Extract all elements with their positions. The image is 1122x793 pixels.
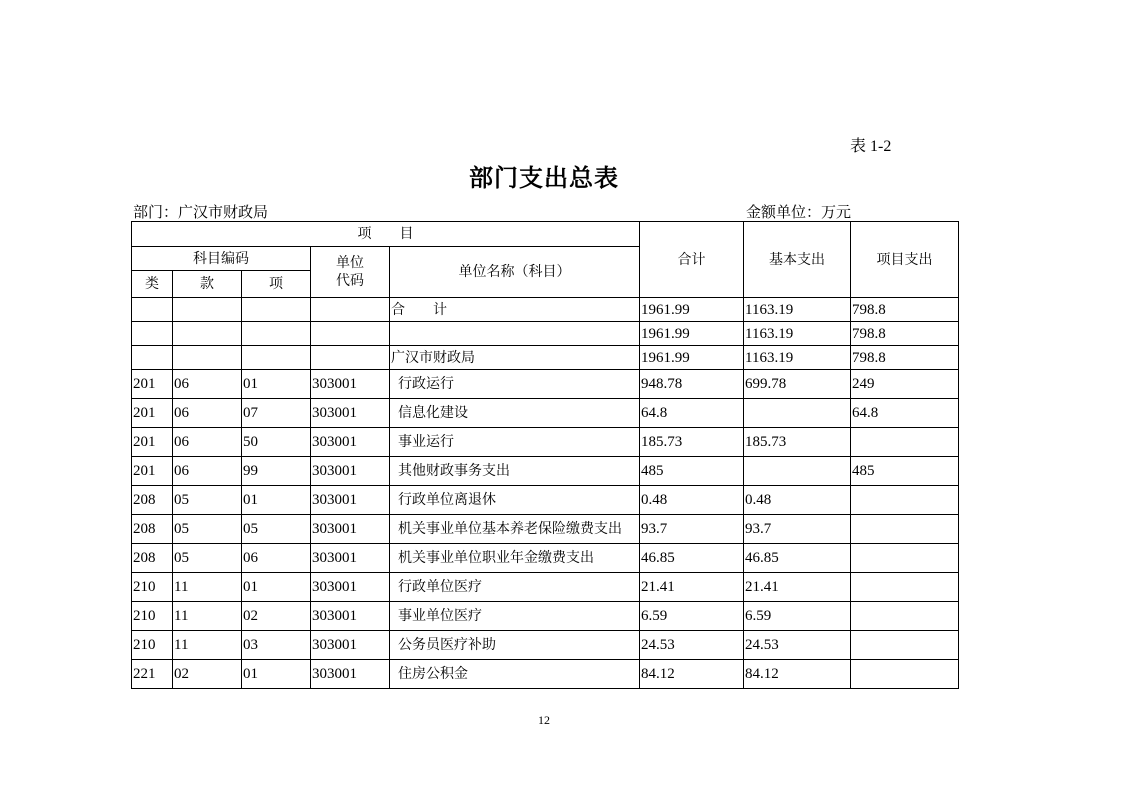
cell-lei: 201 — [132, 428, 173, 457]
table-number: 表 1-2 — [850, 138, 892, 155]
cell-total: 24.53 — [640, 631, 744, 660]
table-row — [132, 370, 959, 399]
cell-kuan: 11 — [173, 631, 242, 660]
cell-project: 798.8 — [851, 298, 959, 322]
cell-kuan — [173, 322, 242, 346]
header-xiang: 项 — [242, 271, 311, 298]
header-item: 项 目 — [132, 222, 640, 247]
cell-basic: 46.85 — [744, 544, 851, 573]
cell-basic: 699.78 — [744, 370, 851, 399]
cell-project: 798.8 — [851, 346, 959, 370]
cell-basic: 93.7 — [744, 515, 851, 544]
cell-lei: 210 — [132, 631, 173, 660]
cell-kuan — [173, 298, 242, 322]
cell-kuan: 02 — [173, 660, 242, 689]
cell-code: 303001 — [311, 573, 390, 602]
cell-name: 行政运行 — [390, 370, 640, 399]
cell-kuan: 06 — [173, 370, 242, 399]
cell-total: 46.85 — [640, 544, 744, 573]
cell-project — [851, 515, 959, 544]
cell-xiang: 50 — [242, 428, 311, 457]
cell-basic: 1163.19 — [744, 322, 851, 346]
cell-total: 84.12 — [640, 660, 744, 689]
cell-lei — [132, 298, 173, 322]
header-unit-name: 单位名称（科目） — [390, 247, 640, 298]
cell-xiang: 07 — [242, 399, 311, 428]
table-row — [132, 428, 959, 457]
table-row — [132, 457, 959, 486]
cell-name — [390, 322, 640, 346]
cell-lei: 201 — [132, 457, 173, 486]
cell-lei: 201 — [132, 370, 173, 399]
cell-xiang — [242, 346, 311, 370]
cell-lei: 221 — [132, 660, 173, 689]
header-basic: 基本支出 — [744, 222, 851, 298]
header-kuan: 款 — [173, 271, 242, 298]
cell-xiang — [242, 322, 311, 346]
cell-kuan: 06 — [173, 457, 242, 486]
cell-name: 合 计 — [390, 298, 640, 322]
cell-xiang — [242, 298, 311, 322]
cell-total: 1961.99 — [640, 322, 744, 346]
cell-project — [851, 573, 959, 602]
cell-code: 303001 — [311, 486, 390, 515]
cell-code: 303001 — [311, 631, 390, 660]
header-unit-code: 单位 代码 — [311, 247, 390, 298]
cell-kuan: 06 — [173, 399, 242, 428]
cell-name: 机关事业单位职业年金缴费支出 — [390, 544, 640, 573]
cell-basic: 6.59 — [744, 602, 851, 631]
cell-name: 信息化建设 — [390, 399, 640, 428]
header-project: 项目支出 — [851, 222, 959, 298]
amount-unit-label: 金额单位：万元 — [746, 203, 852, 221]
cell-basic: 24.53 — [744, 631, 851, 660]
cell-code: 303001 — [311, 660, 390, 689]
cell-lei: 210 — [132, 573, 173, 602]
cell-xiang: 03 — [242, 631, 311, 660]
cell-lei: 210 — [132, 602, 173, 631]
cell-total: 21.41 — [640, 573, 744, 602]
table-row — [132, 486, 959, 515]
cell-code: 303001 — [311, 457, 390, 486]
cell-kuan: 11 — [173, 602, 242, 631]
cell-basic: 84.12 — [744, 660, 851, 689]
cell-code: 303001 — [311, 399, 390, 428]
cell-xiang: 01 — [242, 573, 311, 602]
cell-basic: 185.73 — [744, 428, 851, 457]
cell-name: 其他财政事务支出 — [390, 457, 640, 486]
cell-xiang: 01 — [242, 660, 311, 689]
cell-xiang: 01 — [242, 370, 311, 399]
cell-name: 广汉市财政局 — [390, 346, 640, 370]
table-row — [132, 322, 959, 346]
cell-project: 249 — [851, 370, 959, 399]
header-lei: 类 — [132, 271, 173, 298]
cell-total: 485 — [640, 457, 744, 486]
cell-kuan — [173, 346, 242, 370]
cell-code: 303001 — [311, 602, 390, 631]
table-row — [132, 573, 959, 602]
table-row — [132, 602, 959, 631]
cell-project — [851, 602, 959, 631]
cell-name: 事业运行 — [390, 428, 640, 457]
cell-lei: 208 — [132, 486, 173, 515]
cell-kuan: 11 — [173, 573, 242, 602]
cell-code: 303001 — [311, 544, 390, 573]
header-subject-code: 科目编码 — [132, 247, 311, 271]
cell-project: 64.8 — [851, 399, 959, 428]
cell-xiang: 99 — [242, 457, 311, 486]
cell-name: 公务员医疗补助 — [390, 631, 640, 660]
page-number: 12 — [538, 713, 550, 727]
cell-xiang: 06 — [242, 544, 311, 573]
cell-basic: 1163.19 — [744, 298, 851, 322]
cell-total: 1961.99 — [640, 298, 744, 322]
cell-name: 行政单位离退休 — [390, 486, 640, 515]
cell-total: 185.73 — [640, 428, 744, 457]
cell-total: 64.8 — [640, 399, 744, 428]
cell-xiang: 02 — [242, 602, 311, 631]
cell-code — [311, 298, 390, 322]
cell-project — [851, 544, 959, 573]
cell-lei: 208 — [132, 515, 173, 544]
cell-total: 93.7 — [640, 515, 744, 544]
cell-xiang: 05 — [242, 515, 311, 544]
header-total: 合计 — [640, 222, 744, 298]
cell-name: 行政单位医疗 — [390, 573, 640, 602]
cell-code: 303001 — [311, 515, 390, 544]
cell-lei: 201 — [132, 399, 173, 428]
cell-name: 事业单位医疗 — [390, 602, 640, 631]
cell-kuan: 05 — [173, 515, 242, 544]
cell-lei — [132, 322, 173, 346]
table-row — [132, 298, 959, 322]
table-row — [132, 660, 959, 689]
cell-project — [851, 428, 959, 457]
cell-total: 1961.99 — [640, 346, 744, 370]
cell-kuan: 05 — [173, 544, 242, 573]
department-label: 部门：广汉市财政局 — [133, 203, 269, 221]
cell-lei — [132, 346, 173, 370]
cell-name: 住房公积金 — [390, 660, 640, 689]
cell-total: 6.59 — [640, 602, 744, 631]
page-title: 部门支出总表 — [469, 163, 619, 192]
expenditure-table — [131, 221, 959, 689]
table-row — [132, 399, 959, 428]
cell-code — [311, 346, 390, 370]
cell-project: 485 — [851, 457, 959, 486]
cell-kuan: 05 — [173, 486, 242, 515]
table-row — [132, 515, 959, 544]
cell-total: 0.48 — [640, 486, 744, 515]
cell-basic — [744, 399, 851, 428]
cell-project — [851, 486, 959, 515]
cell-code — [311, 322, 390, 346]
cell-basic — [744, 457, 851, 486]
cell-code: 303001 — [311, 370, 390, 399]
cell-project — [851, 631, 959, 660]
cell-basic: 21.41 — [744, 573, 851, 602]
cell-name: 机关事业单位基本养老保险缴费支出 — [390, 515, 640, 544]
cell-basic: 1163.19 — [744, 346, 851, 370]
cell-project: 798.8 — [851, 322, 959, 346]
table-row — [132, 346, 959, 370]
table-row — [132, 544, 959, 573]
cell-code: 303001 — [311, 428, 390, 457]
cell-lei: 208 — [132, 544, 173, 573]
cell-project — [851, 660, 959, 689]
cell-basic: 0.48 — [744, 486, 851, 515]
table-row — [132, 631, 959, 660]
cell-xiang: 01 — [242, 486, 311, 515]
cell-total: 948.78 — [640, 370, 744, 399]
cell-kuan: 06 — [173, 428, 242, 457]
